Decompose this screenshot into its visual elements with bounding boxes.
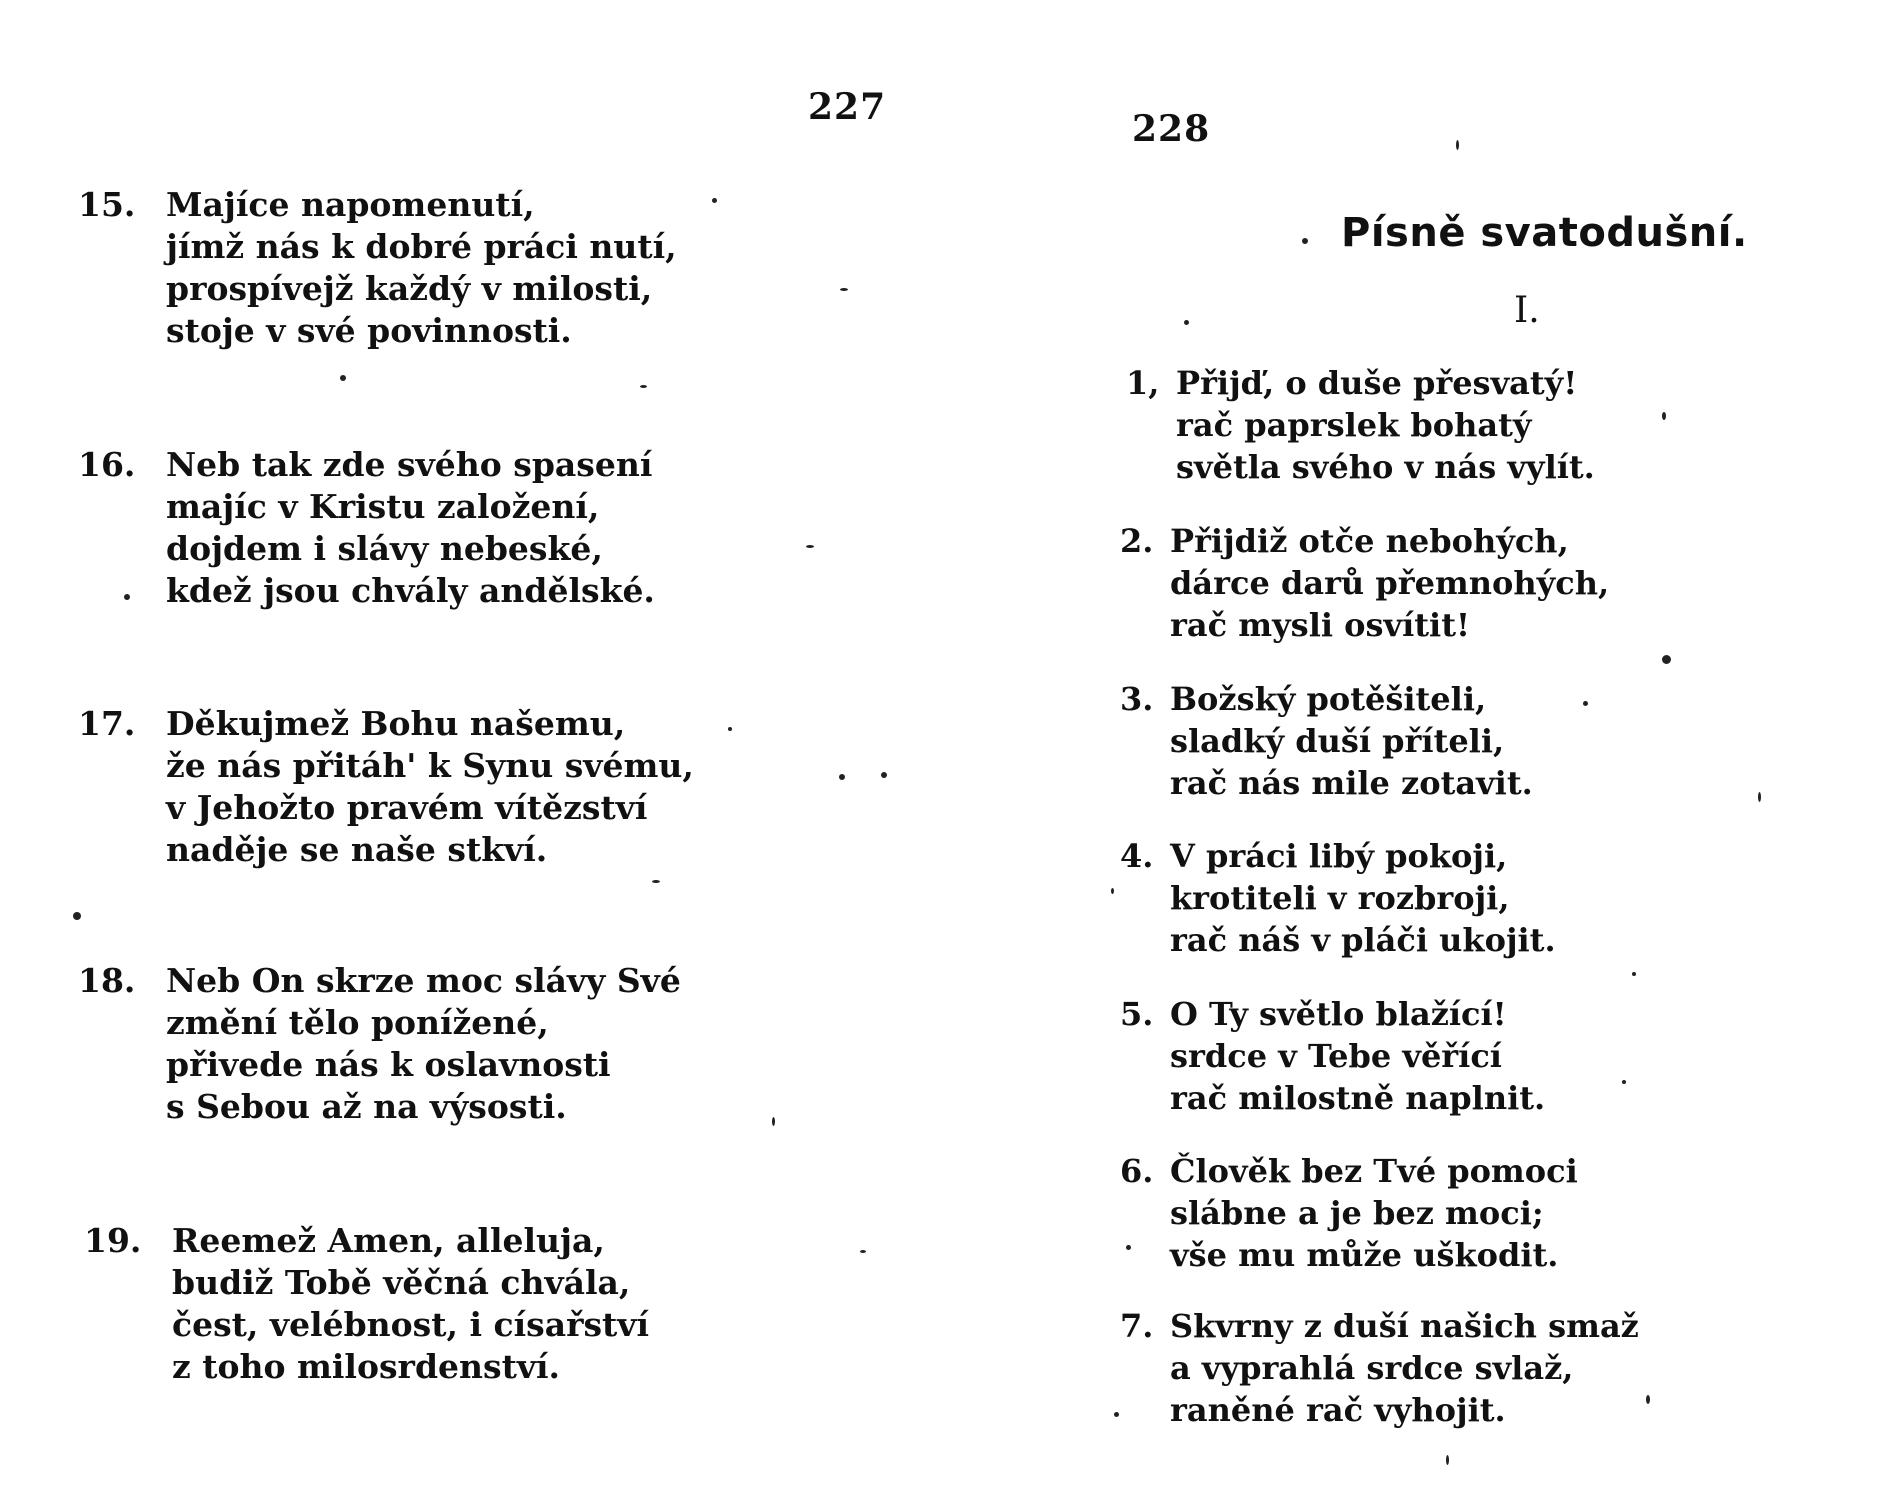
- verse-line: vše mu může uškodit.: [1170, 1236, 1559, 1274]
- verse-line: Člověk bez Tvé pomoci: [1170, 1152, 1578, 1190]
- stanza-number: 19.: [84, 1221, 142, 1260]
- ink-speck: [839, 774, 845, 780]
- verse-number: 7.: [1120, 1307, 1154, 1345]
- verse-line: z toho milosrdenství.: [172, 1347, 561, 1386]
- ink-speck: [1662, 412, 1666, 420]
- verse-line: prospívejž každý v milosti,: [166, 269, 653, 308]
- verse-lines: [1170, 520, 1609, 646]
- verse-line: Reemež Amen, alleluja,: [172, 1221, 605, 1260]
- verse-line: O Ty světlo blažící!: [1170, 995, 1507, 1033]
- ink-speck: [1632, 972, 1636, 976]
- stanza-number: 16.: [78, 445, 136, 484]
- verse-lines: [1170, 835, 1556, 961]
- ink-speck: [1302, 238, 1308, 244]
- verse-line: jímž nás k dobré práci nutí,: [166, 227, 677, 266]
- ink-speck: [1184, 320, 1189, 325]
- verse-lines: [1170, 1305, 1639, 1431]
- verse-line: rač náš v pláči ukojit.: [1170, 921, 1556, 959]
- verse-line: v Jehožto pravém vítězství: [166, 788, 648, 827]
- verse-line: Neb On skrze moc slávy Své: [166, 961, 681, 1000]
- verse-number: 2.: [1120, 522, 1154, 560]
- verse-line: Skvrny z duší našich smaž: [1170, 1307, 1639, 1345]
- verse-lines: [1170, 1150, 1578, 1276]
- verse-line: přivede nás k oslavnosti: [166, 1045, 611, 1084]
- ink-speck: [1456, 140, 1459, 150]
- stanza-lines: [166, 184, 677, 352]
- verse-line: dojdem i slávy nebeské,: [166, 529, 603, 568]
- verse-lines: [1176, 362, 1595, 488]
- section-title: Písně svatodušní.: [1341, 210, 1748, 256]
- ink-speck: [640, 385, 647, 388]
- ink-speck: [73, 912, 81, 920]
- verse-line: dárce darů přemnohých,: [1170, 564, 1610, 602]
- verse-line: Přijď, o duše přesvatý!: [1176, 364, 1578, 402]
- verse-lines: [1170, 678, 1533, 804]
- verse-number: 6.: [1120, 1152, 1154, 1190]
- page-number-right: 228: [1132, 108, 1211, 150]
- ink-speck: [652, 880, 660, 883]
- stanza-number: 15.: [78, 185, 136, 224]
- right-page: [946, 0, 1892, 1500]
- ink-speck: [728, 727, 732, 731]
- verse-number: 5.: [1120, 995, 1154, 1033]
- verse-line: rač paprslek bohatý: [1176, 406, 1532, 444]
- verse-line: změní tělo ponížené,: [166, 1003, 549, 1042]
- verse-line: stoje v své povinnosti.: [166, 311, 572, 350]
- verse-line: kdež jsou chvály andělské.: [166, 571, 655, 610]
- ink-speck: [860, 1250, 866, 1253]
- stanza-number: 18.: [78, 961, 136, 1000]
- ink-speck: [124, 594, 130, 600]
- ink-speck: [1583, 701, 1588, 706]
- verse-line: rač nás mile zotavit.: [1170, 764, 1533, 802]
- ink-speck: [881, 772, 887, 778]
- ink-speck: [1446, 1455, 1449, 1465]
- verse-line: sladký duší příteli,: [1170, 722, 1505, 760]
- ink-speck: [340, 375, 346, 381]
- verse-line: naděje se naše stkví.: [166, 830, 548, 869]
- verse-line: a vyprahlá srdce svlaž,: [1170, 1349, 1574, 1387]
- verse-line: Děkujmež Bohu našemu,: [166, 704, 626, 743]
- verse-line: srdce v Tebe věřící: [1170, 1037, 1502, 1075]
- verse-line: Božský potěšiteli,: [1170, 680, 1487, 718]
- verse-line: rač milostně naplnit.: [1170, 1079, 1546, 1117]
- ink-speck: [1758, 792, 1761, 802]
- ink-speck: [840, 288, 848, 291]
- verse-line: budiž Tobě věčná chvála,: [172, 1263, 631, 1302]
- stanza-lines: [166, 703, 694, 871]
- verse-line: majíc v Kristu založení,: [166, 487, 600, 526]
- verse-line: Přijdiž otče nebohých,: [1170, 522, 1569, 560]
- verse-line: slábne a je bez moci;: [1170, 1194, 1544, 1232]
- verse-line: že nás přitáh' k Synu svému,: [166, 746, 694, 785]
- verse-line: krotiteli v rozbroji,: [1170, 879, 1510, 917]
- stanza-lines: [172, 1220, 649, 1388]
- verse-line: rač mysli osvítit!: [1170, 606, 1471, 644]
- verse-line: Majíce napomenutí,: [166, 185, 535, 224]
- ink-speck: [1662, 655, 1671, 664]
- ink-speck: [1126, 1245, 1131, 1250]
- stanza-lines: [166, 960, 681, 1128]
- ink-speck: [1622, 1080, 1626, 1084]
- verse-line: s Sebou až na výsosti.: [166, 1087, 567, 1126]
- stanza-lines: [166, 444, 655, 612]
- stanza-number: 17.: [78, 704, 136, 743]
- ink-speck: [772, 1117, 775, 1126]
- ink-speck: [712, 198, 717, 203]
- page-number-left: 227: [808, 86, 887, 128]
- verse-number: 4.: [1120, 837, 1154, 875]
- ink-speck: [1646, 1395, 1650, 1404]
- verse-line: čest, velébnost, i císařství: [172, 1305, 650, 1344]
- verse-line: V práci libý pokoji,: [1170, 837, 1508, 875]
- verse-line: Neb tak zde svého spasení: [166, 445, 653, 484]
- ink-speck: [1111, 888, 1114, 894]
- verse-line: raněné rač vyhojit.: [1170, 1391, 1506, 1429]
- ink-speck: [806, 545, 814, 548]
- verse-number: 3.: [1120, 680, 1154, 718]
- ink-speck: [1114, 1412, 1119, 1417]
- section-subtitle: I.: [1514, 290, 1540, 331]
- verse-lines: [1170, 993, 1545, 1119]
- verse-line: světla svého v nás vylít.: [1176, 448, 1595, 486]
- verse-number: 1,: [1126, 364, 1160, 402]
